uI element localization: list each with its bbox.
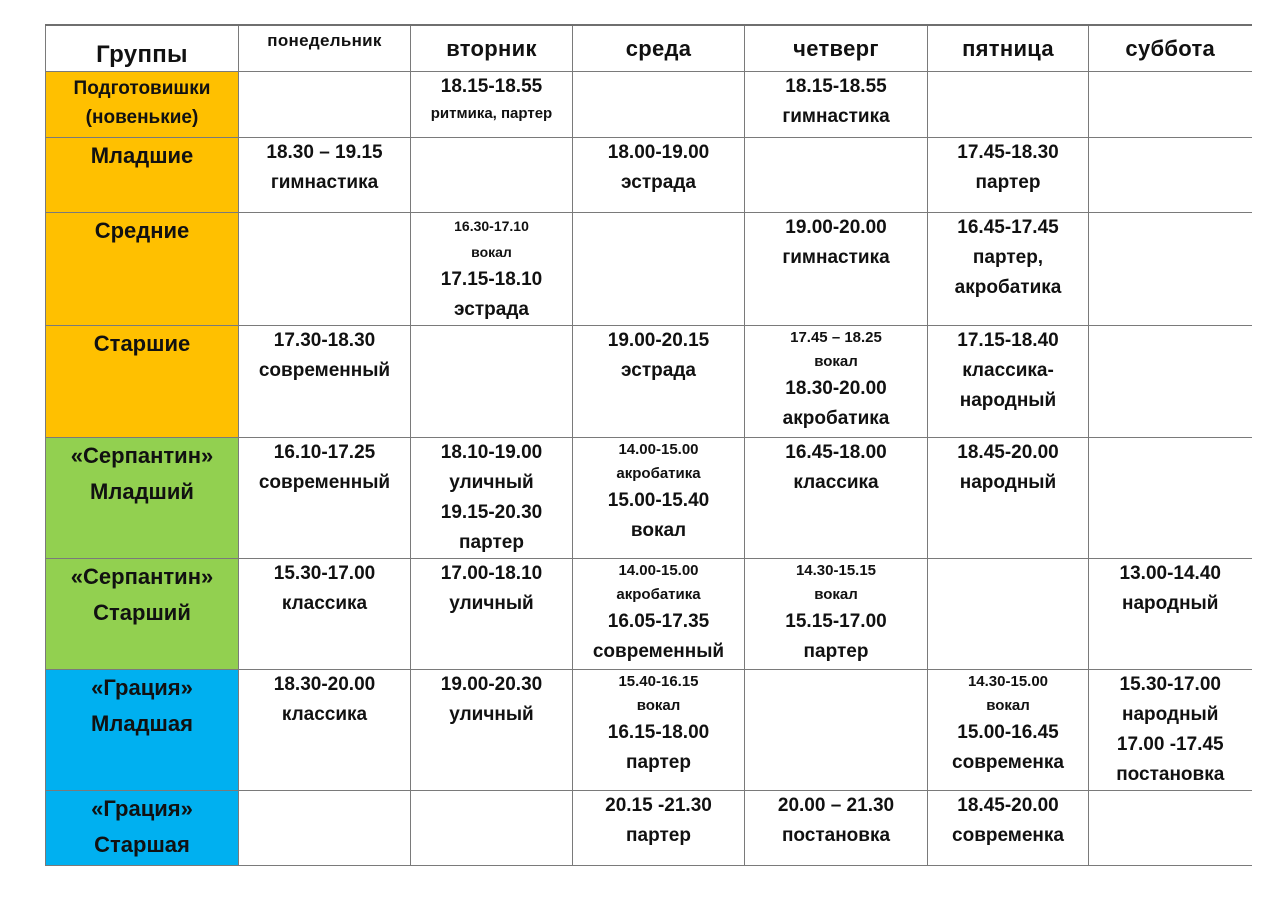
group-name-line: Младшие: [90, 143, 194, 168]
group-name-line: Младшая: [91, 711, 193, 736]
table-row: [46, 559, 1252, 670]
cell-line: 18.00-19.00: [607, 142, 710, 163]
schedule-cell: [745, 438, 928, 559]
header-day-wednesday: среда: [573, 25, 745, 72]
cell-line: 15.40-16.15: [618, 673, 699, 690]
cell-line: 14.30-15.00: [967, 673, 1049, 690]
group-name-line: Младший: [90, 479, 194, 504]
schedule-cell: [1089, 138, 1252, 213]
schedule-cell: [573, 213, 745, 326]
schedule-cell: [573, 791, 745, 866]
cell-line: 16.45-18.00: [785, 442, 887, 463]
schedule-cell: [745, 72, 928, 138]
schedule-cell: [745, 670, 928, 791]
cell-line: 16.15-18.00: [607, 722, 710, 743]
schedule-cell: [928, 438, 1089, 559]
cell-line: уличный: [449, 593, 534, 614]
header-day-thursday: четверг: [745, 25, 928, 72]
cell-line: партер: [975, 172, 1041, 193]
schedule-cell: [928, 213, 1089, 326]
cell-line: уличный: [449, 472, 534, 493]
schedule-cell: [411, 213, 573, 326]
cell-line: 18.45-20.00: [957, 442, 1059, 463]
group-name-line: «Серпантин»: [70, 564, 214, 589]
cell-line: гимнастика: [782, 247, 890, 268]
schedule-cell: [928, 326, 1089, 438]
cell-line: 16.30-17.10: [454, 218, 529, 234]
schedule-cell: [239, 138, 411, 213]
cell-line: народный: [959, 390, 1057, 411]
schedule-cell: [928, 138, 1089, 213]
cell-line: классика: [793, 472, 879, 493]
cell-line: акробатика: [954, 277, 1062, 298]
cell-line: 13.00-14.40: [1119, 563, 1221, 584]
cell-line: партер: [626, 825, 691, 846]
header-day-monday: понедельник: [239, 25, 411, 72]
cell-line: 19.00-20.15: [607, 330, 710, 351]
schedule-cell: [239, 791, 411, 866]
schedule-cell: [411, 438, 573, 559]
cell-line: 14.30-15.15: [795, 562, 877, 579]
table-row: [46, 72, 1252, 138]
cell-line: гимнастика: [782, 106, 890, 127]
schedule-cell: [573, 559, 745, 670]
cell-line: партер: [459, 532, 524, 553]
header-day-friday: пятница: [928, 25, 1089, 72]
group-name-cell: [46, 138, 239, 213]
cell-line: 18.30-20.00: [785, 378, 887, 399]
schedule-cell: [573, 438, 745, 559]
cell-line: 16.45-17.45: [957, 217, 1059, 238]
header-groups: Группы: [46, 25, 239, 72]
cell-line: 17.00 -17.45: [1116, 734, 1224, 755]
cell-line: акробатика: [782, 408, 890, 429]
header-day-tuesday: вторник: [411, 25, 573, 72]
schedule-cell: [1089, 559, 1252, 670]
cell-line: народный: [959, 472, 1057, 493]
cell-line: 15.00-15.40: [607, 490, 710, 511]
cell-line: эстрада: [454, 299, 529, 320]
group-name-cell: [46, 213, 239, 326]
cell-line: эстрада: [621, 172, 696, 193]
cell-line: 14.00-15.00: [618, 562, 699, 579]
cell-line: 15.30-17.00: [1119, 674, 1221, 695]
group-name-cell: [46, 438, 239, 559]
schedule-cell: [239, 213, 411, 326]
cell-line: современный: [258, 360, 391, 381]
schedule-cell: [573, 670, 745, 791]
schedule-cell: [928, 559, 1089, 670]
schedule-cell: [239, 559, 411, 670]
cell-line: 19.00-20.30: [440, 674, 543, 695]
cell-line: акробатика: [616, 465, 701, 482]
schedule-cell: [745, 326, 928, 438]
schedule-cell: [1089, 72, 1252, 138]
table-row: [46, 438, 1252, 559]
cell-line: 17.15-18.10: [440, 269, 543, 290]
cell-line: 18.15-18.55: [440, 76, 543, 97]
schedule-cell: [411, 72, 573, 138]
cell-line: 14.00-15.00: [618, 441, 699, 458]
schedule-cell: [411, 138, 573, 213]
schedule-cell: [239, 326, 411, 438]
cell-line: 17.00-18.10: [440, 563, 543, 584]
group-name-line: Старшая: [94, 832, 190, 857]
cell-line: классика: [281, 593, 368, 614]
schedule-cell: [573, 72, 745, 138]
cell-line: вокал: [636, 697, 681, 714]
cell-line: партер,: [972, 247, 1044, 268]
schedule-cell: [411, 670, 573, 791]
cell-line: современка: [952, 825, 1064, 846]
header-row: [46, 25, 1252, 72]
cell-line: 20.15 -21.30: [605, 795, 712, 816]
cell-line: современный: [592, 641, 725, 662]
schedule-cell: [239, 438, 411, 559]
cell-line: современный: [258, 472, 391, 493]
group-name-cell: [46, 72, 239, 138]
table-row: [46, 213, 1252, 326]
schedule-cell: [745, 138, 928, 213]
table-row: [46, 326, 1252, 438]
schedule-cell: [239, 670, 411, 791]
cell-line: 18.45-20.00: [957, 795, 1059, 816]
cell-line: 18.30-20.00: [273, 674, 376, 695]
table-row: [46, 670, 1252, 791]
schedule-table: [45, 24, 1252, 866]
group-name-line: Старшие: [93, 331, 191, 356]
cell-line: уличный: [449, 704, 534, 725]
cell-line: 16.10-17.25: [273, 442, 376, 463]
cell-line: 18.10-19.00: [440, 442, 543, 463]
schedule-cell: [1089, 213, 1252, 326]
group-name-cell: [46, 326, 239, 438]
cell-line: современка: [952, 752, 1064, 773]
group-name-line: «Грация»: [91, 675, 193, 700]
group-name-line: «Серпантин»: [70, 443, 214, 468]
group-name-line: «Грация»: [91, 796, 193, 821]
schedule-cell: [573, 138, 745, 213]
schedule-cell: [411, 326, 573, 438]
cell-line: партер: [803, 641, 869, 662]
cell-line: 15.30-17.00: [273, 563, 376, 584]
group-name-line: (новенькие): [85, 107, 199, 128]
table-row: [46, 138, 1252, 213]
cell-line: вокал: [630, 520, 687, 541]
cell-line: вокал: [471, 244, 512, 260]
cell-line: 20.00 – 21.30: [777, 795, 895, 816]
cell-line: народный: [1122, 704, 1219, 725]
cell-line: 17.30-18.30: [273, 330, 376, 351]
cell-line: 18.30 – 19.15: [266, 142, 383, 163]
cell-line: партер: [626, 752, 691, 773]
schedule-cell: [411, 791, 573, 866]
cell-line: 16.05-17.35: [607, 611, 710, 632]
cell-line: акробатика: [616, 586, 701, 603]
group-name-line: Средние: [94, 218, 190, 243]
cell-line: эстрада: [621, 360, 696, 381]
schedule-cell: [1089, 670, 1252, 791]
cell-line: гимнастика: [270, 172, 379, 193]
schedule-cell: [1089, 326, 1252, 438]
cell-line: вокал: [814, 353, 858, 370]
schedule-cell: [928, 670, 1089, 791]
cell-line: классика-: [962, 360, 1054, 381]
schedule-cell: [745, 559, 928, 670]
cell-line: классика: [281, 704, 368, 725]
schedule-cell: [239, 72, 411, 138]
schedule-cell: [1089, 791, 1252, 866]
cell-line: постановка: [1116, 764, 1225, 785]
cell-line: 15.15-17.00: [785, 611, 887, 632]
cell-line: народный: [1122, 593, 1219, 614]
schedule-cell: [928, 791, 1089, 866]
schedule-cell: [745, 791, 928, 866]
group-name-cell: [46, 670, 239, 791]
cell-line: постановка: [781, 825, 891, 846]
group-name-line: Старший: [93, 600, 191, 625]
cell-line: 19.00-20.00: [785, 217, 887, 238]
cell-line: 17.45 – 18.25: [790, 329, 882, 346]
cell-line: 19.15-20.30: [440, 502, 543, 523]
group-name-line: Подготовишки: [73, 78, 211, 99]
cell-line: 17.15-18.40: [957, 330, 1059, 351]
cell-line: 15.00-16.45: [957, 722, 1059, 743]
group-name-cell: [46, 559, 239, 670]
cell-line: вокал: [986, 697, 1030, 714]
schedule-cell: [573, 326, 745, 438]
cell-line: вокал: [814, 586, 858, 603]
cell-line: 18.15-18.55: [785, 76, 887, 97]
table-row: [46, 791, 1252, 866]
cell-line: 17.45-18.30: [957, 142, 1059, 163]
header-day-saturday: суббота: [1089, 25, 1252, 72]
schedule-cell: [745, 213, 928, 326]
schedule-cell: [411, 559, 573, 670]
cell-line: ритмика, партер: [430, 105, 553, 122]
group-name-cell: [46, 791, 239, 866]
schedule-cell: [1089, 438, 1252, 559]
schedule-cell: [928, 72, 1089, 138]
